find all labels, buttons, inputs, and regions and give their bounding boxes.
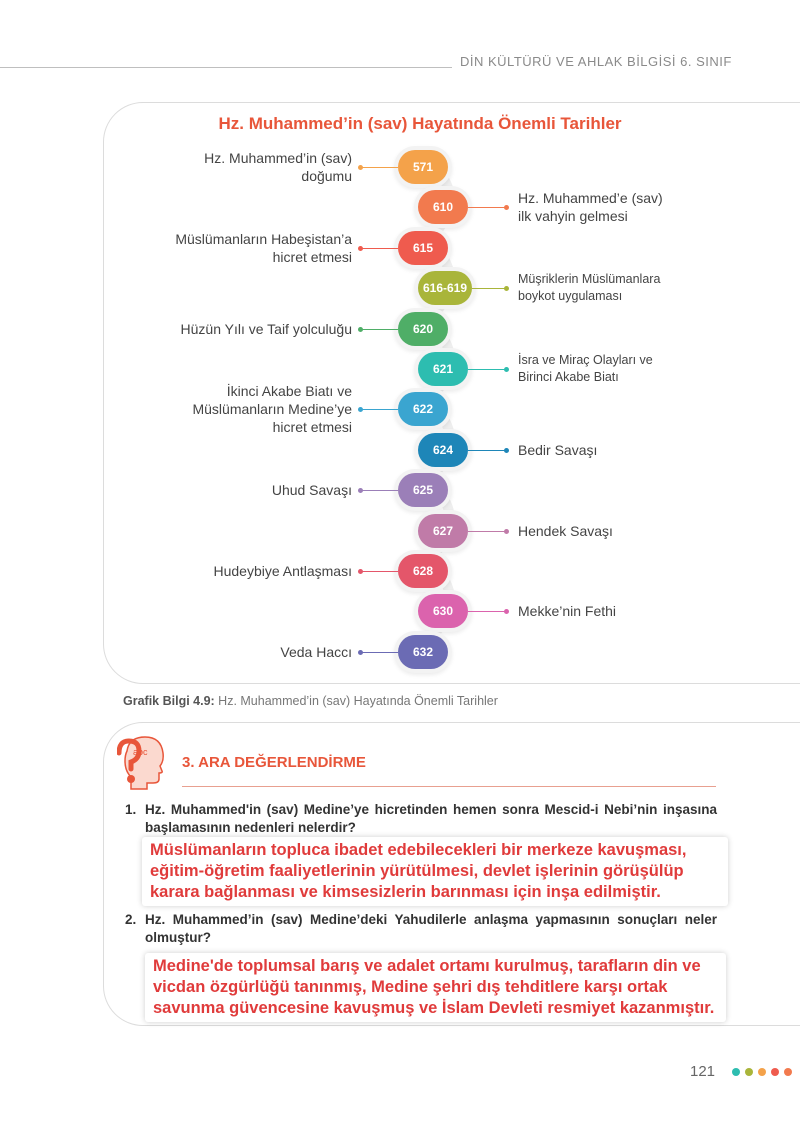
connector-line xyxy=(468,531,506,532)
question-text: Hz. Muhammed’in (sav) Medine’deki Yahudilerle anlaşma yapmasının sonuçları neler olmuştur? xyxy=(145,912,717,945)
answer-2: Medine'de toplumsal barış ve adalet ortamı kurulmuş, tarafların din ve vicdan özgürlüğü tanınmış, Medine şehri dış tehditlere karşı ortak savunma güvencesine kavuşmuş ve İslam Devleti resmiyet kazanmıştır. xyxy=(145,953,726,1022)
year-pill: 616-619 xyxy=(418,271,472,305)
event-label-line: boykot uygulaması xyxy=(518,289,623,304)
event-label-line: Hz. Muhammed’e (sav) xyxy=(518,190,663,207)
answer-1: Müslümanların topluca ibadet edebilecekleri bir merkeze kavuşması, eğitim-öğretim faaliyetlerinin yürütülmesi, devlet işlerinin görüşülüp karara bağlanması ve kimsesizlerin barınması için inşa edilmiştir. xyxy=(142,837,728,906)
event-label-line: Müslümanların Medine’ye xyxy=(192,401,352,418)
event-label-line: Hendek Savaşı xyxy=(518,522,613,539)
connector-line xyxy=(468,611,506,612)
year-pill: 621 xyxy=(418,352,468,386)
year-pill: 628 xyxy=(398,554,448,588)
year-pill: 571 xyxy=(398,150,448,184)
event-label-line: Müslümanların Habeşistan’a xyxy=(175,230,352,247)
event-label xyxy=(518,441,718,459)
decorative-dot xyxy=(758,1068,766,1076)
event-label-line: İsra ve Miraç Olayları ve xyxy=(518,353,653,367)
event-label-line: hicret etmesi xyxy=(272,419,352,436)
connector-dot xyxy=(504,529,509,534)
year-pill: 625 xyxy=(398,473,448,507)
question-1 xyxy=(125,801,717,837)
event-label xyxy=(112,382,352,436)
event-label xyxy=(112,149,352,185)
caption-label: Grafik Bilgi 4.9: xyxy=(123,694,215,708)
connector-dot xyxy=(504,448,509,453)
decorative-dot xyxy=(784,1068,792,1076)
question-number: 1. xyxy=(125,802,137,817)
event-label-line: Birinci Akabe Biatı xyxy=(518,370,619,384)
connector-line xyxy=(472,288,506,289)
connector-dot xyxy=(358,246,363,251)
header-rule xyxy=(0,67,452,68)
connector-line xyxy=(362,167,398,168)
connector-dot xyxy=(358,650,363,655)
connector-line xyxy=(362,248,398,249)
connector-line xyxy=(362,652,398,653)
event-label-line: İkinci Akabe Biatı ve xyxy=(226,383,352,400)
caption-text: Hz. Muhammed’in (sav) Hayatında Önemli Tarihler xyxy=(214,694,498,708)
event-label-line: Veda Haccı xyxy=(280,643,352,660)
event-label-line: ilk vahyin gelmesi xyxy=(518,208,628,225)
year-pill: 630 xyxy=(418,594,468,628)
connector-line xyxy=(468,369,506,370)
question-text: Hz. Muhammed'in (sav) Medine’ye hicretinden hemen sonra Mescid-i Nebi’nin inşasına başlamasının nedenleri nelerdir? xyxy=(145,802,717,835)
event-label-line: Mekke’nin Fethi xyxy=(518,603,617,620)
connector-dot xyxy=(358,569,363,574)
connector-line xyxy=(362,329,398,330)
event-label xyxy=(518,189,718,225)
event-label xyxy=(112,643,352,661)
book-title: DİN KÜLTÜRÜ VE AHLAK BİLGİSİ 6. SINIF xyxy=(460,54,732,69)
event-label-line: Müşriklerin Müslümanlara xyxy=(518,272,661,287)
event-label-line: doğumu xyxy=(301,168,352,184)
event-label xyxy=(112,320,352,338)
event-label xyxy=(518,271,718,305)
event-label-line: hicret etmesi xyxy=(272,248,352,265)
figure-caption xyxy=(123,694,498,708)
decorative-dot xyxy=(771,1068,779,1076)
timeline-title: Hz. Muhammed’in (sav) Hayatında Önemli Tarihler xyxy=(218,114,622,133)
decorative-dot xyxy=(732,1068,740,1076)
icon-letters: abc xyxy=(133,747,148,757)
event-label xyxy=(112,230,352,266)
event-label-line: Hz. Muhammed’in (sav) xyxy=(204,150,352,166)
decorative-dot xyxy=(745,1068,753,1076)
question-2 xyxy=(125,911,717,947)
event-label xyxy=(518,602,718,620)
thinking-head-icon xyxy=(117,733,167,791)
connector-line xyxy=(468,207,506,208)
evaluation-title: 3. ARA DEĞERLENDİRME xyxy=(182,754,366,771)
connector-line xyxy=(362,571,398,572)
year-pill: 627 xyxy=(418,514,468,548)
question-number: 2. xyxy=(125,912,137,927)
connector-dot xyxy=(504,367,509,372)
event-label xyxy=(112,562,352,580)
connector-line xyxy=(362,490,398,491)
year-pill: 622 xyxy=(398,392,448,426)
connector-dot xyxy=(358,327,363,332)
year-pill: 615 xyxy=(398,231,448,265)
year-pill: 620 xyxy=(398,312,448,346)
event-label xyxy=(518,352,718,386)
page-number: 121 xyxy=(690,1063,716,1080)
event-label-line: Hudeybiye Antlaşması xyxy=(213,563,352,579)
connector-line xyxy=(468,450,506,451)
year-pill: 632 xyxy=(398,635,448,669)
year-pill: 624 xyxy=(418,433,468,467)
event-label-line: Hüzün Yılı ve Taif yolculuğu xyxy=(180,320,352,337)
connector-dot xyxy=(358,165,363,170)
connector-line xyxy=(362,409,398,410)
event-label-line: Uhud Savaşı xyxy=(271,482,352,499)
year-pill: 610 xyxy=(418,190,468,224)
event-label-line: Bedir Savaşı xyxy=(518,441,598,458)
evaluation-rule xyxy=(182,786,716,787)
event-label xyxy=(112,481,352,499)
event-label xyxy=(518,522,718,540)
